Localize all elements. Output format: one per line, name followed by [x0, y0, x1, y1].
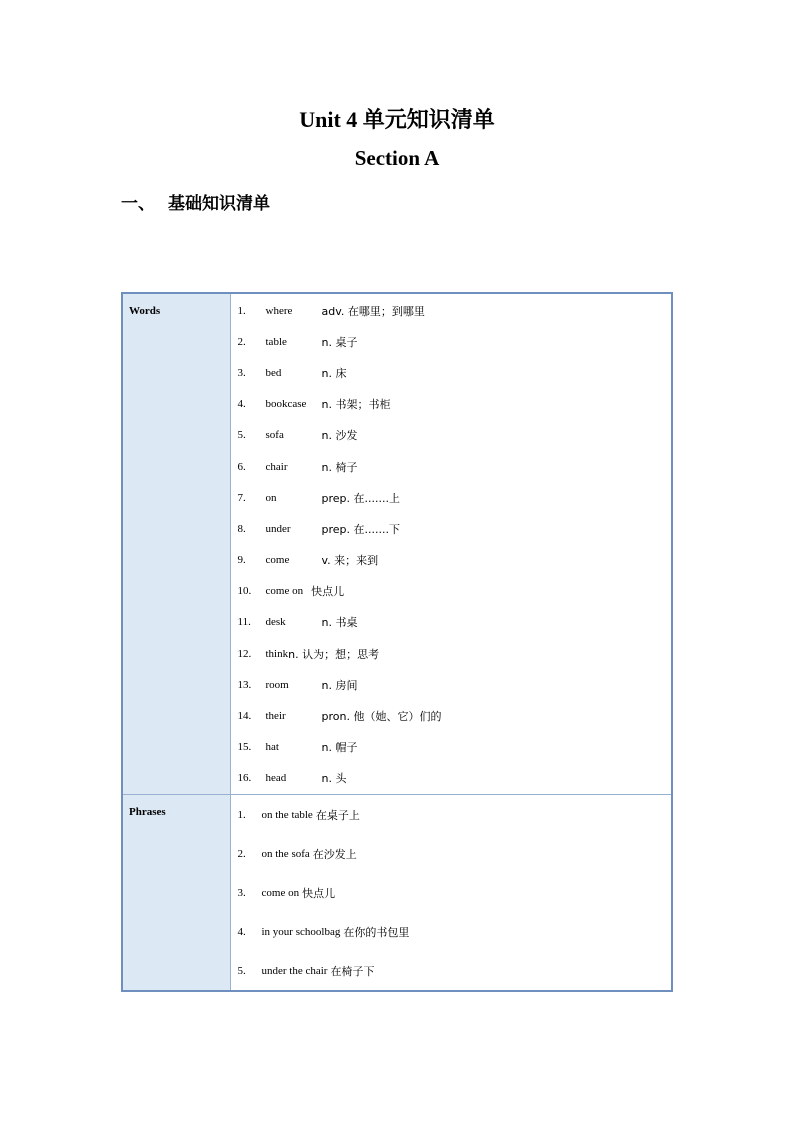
phrase-item — [238, 951, 672, 990]
words-label: Words — [122, 293, 230, 795]
word-english: room — [265, 678, 289, 691]
phrase-meaning: 快点儿 — [302, 886, 336, 900]
phrases-label: Phrases — [122, 795, 230, 992]
word-english: their — [265, 710, 286, 723]
word-english: head — [265, 772, 287, 785]
word-item — [238, 326, 672, 357]
section-number: 一、 — [121, 194, 155, 214]
phrase-meaning: 在桌子上 — [315, 808, 360, 822]
word-number: 3. — [237, 366, 246, 379]
word-meaning: n. 桌子 — [321, 335, 358, 349]
phrases-row — [122, 795, 672, 992]
word-item — [238, 389, 672, 420]
phrase-item — [238, 795, 672, 834]
section-heading — [121, 189, 270, 214]
word-item — [238, 638, 672, 669]
word-number: 11. — [237, 616, 251, 629]
phrase-number: 2. — [237, 847, 246, 860]
word-item — [238, 357, 672, 388]
word-number: 16. — [237, 772, 252, 785]
phrase-number: 1. — [237, 808, 246, 821]
word-english: come on — [265, 585, 304, 598]
word-meaning: n. 帽子 — [321, 741, 358, 755]
word-meaning: prep. 在.......上 — [321, 491, 400, 505]
phrase-item — [238, 834, 672, 873]
word-english: desk — [265, 616, 286, 629]
vocabulary-table — [121, 292, 673, 992]
word-item — [238, 295, 672, 326]
phrase-english: in your schoolbag — [261, 925, 341, 938]
word-meaning: n. 房间 — [321, 678, 358, 692]
word-item — [238, 607, 672, 638]
page-subtitle: Section A — [354, 146, 440, 170]
phrase-number: 4. — [237, 925, 246, 938]
phrase-english: under the chair — [261, 964, 328, 977]
word-english: hat — [265, 741, 279, 754]
word-english: bookcase — [265, 398, 307, 411]
phrase-item — [238, 873, 672, 912]
word-number: 9. — [237, 554, 246, 567]
word-item — [238, 482, 672, 513]
word-item — [238, 545, 672, 576]
word-meaning: n. 头 — [321, 772, 347, 786]
phrases-list — [238, 795, 672, 990]
word-item — [238, 669, 672, 700]
word-item — [238, 420, 672, 451]
word-item — [238, 513, 672, 544]
word-meaning: prep. 在.......下 — [321, 522, 400, 536]
phrase-english: on the table — [261, 808, 313, 821]
word-number: 8. — [237, 522, 246, 535]
words-list-cell — [230, 293, 672, 795]
word-number: 15. — [237, 741, 252, 754]
word-english: think — [265, 647, 289, 660]
word-meaning: n. 沙发 — [321, 429, 358, 443]
word-number: 6. — [237, 460, 246, 473]
word-number: 12. — [237, 647, 252, 660]
word-number: 1. — [237, 304, 246, 317]
word-english: bed — [265, 366, 282, 379]
phrase-number: 5. — [237, 964, 246, 977]
word-item — [238, 700, 672, 731]
phrase-meaning: 在你的书包里 — [343, 925, 410, 939]
word-english: on — [265, 491, 277, 504]
word-number: 2. — [237, 335, 246, 348]
word-number: 13. — [237, 678, 252, 691]
word-item — [238, 763, 672, 794]
word-english: come — [265, 554, 290, 567]
word-item — [238, 576, 672, 607]
phrases-list-cell — [230, 795, 672, 992]
word-meaning: n. 书架；书柜 — [321, 398, 391, 412]
phrase-english: come on — [261, 886, 300, 899]
phrase-meaning: 在沙发上 — [312, 847, 357, 861]
word-number: 4. — [237, 398, 246, 411]
phrase-meaning: 在椅子下 — [330, 964, 375, 978]
word-meaning: n. 床 — [321, 366, 347, 380]
words-list — [238, 294, 672, 794]
word-item — [238, 451, 672, 482]
word-english: where — [265, 304, 293, 317]
word-meaning: n. 椅子 — [321, 460, 358, 474]
word-meaning: adv. 在哪里；到哪里 — [321, 304, 425, 318]
phrase-item — [238, 912, 672, 951]
word-item — [238, 732, 672, 763]
word-meaning: pron. 他（她、它）们的 — [321, 710, 442, 724]
word-meaning: v. 来；来到 — [321, 554, 379, 568]
word-number: 14. — [237, 710, 252, 723]
word-english: chair — [265, 460, 288, 473]
word-english: table — [265, 335, 287, 348]
word-english: sofa — [265, 429, 284, 442]
page-title: Unit 4 单元知识清单 — [299, 107, 495, 132]
word-number: 10. — [237, 585, 252, 598]
word-meaning: n. 认为；想；思考 — [288, 647, 380, 661]
phrase-number: 3. — [237, 886, 246, 899]
word-meaning: n. 书桌 — [321, 616, 358, 630]
word-english: under — [265, 522, 291, 535]
word-number: 5. — [237, 429, 246, 442]
phrase-english: on the sofa — [261, 847, 310, 860]
word-meaning: 快点儿 — [311, 585, 345, 599]
section-label: 基础知识清单 — [168, 194, 270, 214]
words-row — [122, 293, 672, 795]
word-number: 7. — [237, 491, 246, 504]
